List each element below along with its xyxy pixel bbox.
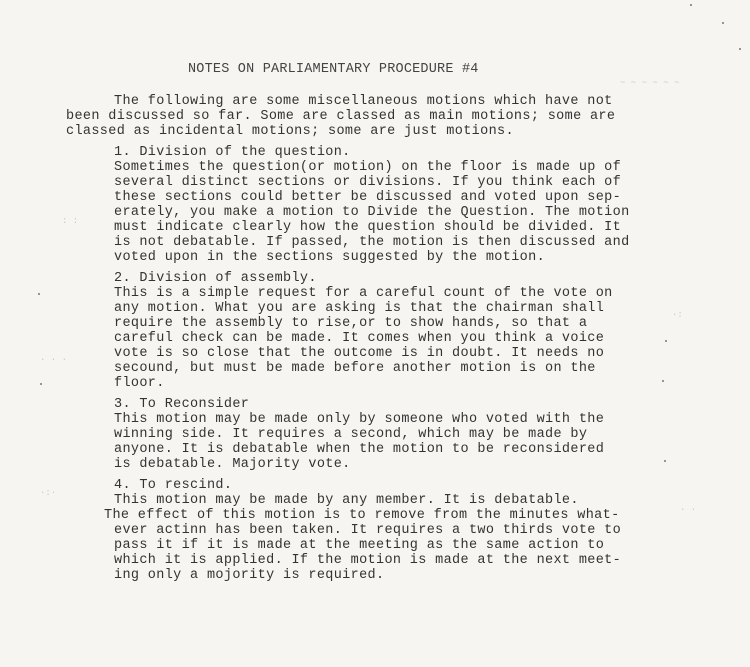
section-line: This is a simple request for a careful count of the vote on [114,286,613,301]
section-line: any motion. What you are asking is that the chairman shall [114,301,605,316]
section-line: careful check can be made. It comes when you think a voice [114,331,605,346]
section-line: is not debatable. If passed, the motion is then discussed and [114,235,630,250]
scan-speck [662,380,664,382]
scan-speck [38,293,40,295]
section-heading: 3. To Reconsider [114,397,250,412]
section-line: floor. [114,376,165,391]
section-line: winning side. It requires a second, which may be made by [114,427,588,442]
section-line: these sections could better be discussed and voted upon sep- [114,190,622,205]
intro-line: been discussed so far. Some are classed as main motions; some are [66,109,616,124]
section-line: This motion may be made only by someone who voted with the [114,412,605,427]
section-heading: 2. Division of assembly. [114,271,317,286]
section-heading: 1. Division of the question. [114,145,351,160]
section-line: Sometimes the question(or motion) on the floor is made up of [114,160,622,175]
section-line: vote is so close that the outcome is in doubt. It needs no [114,346,605,361]
section-line: which it is applied. If the motion is made at the next meet- [114,553,622,568]
scan-speck [665,340,667,342]
scan-speck [40,383,42,385]
section-line: This motion may be made by any member. It is debatable. [114,493,579,508]
scan-smudge: ~ ~ ~ ~ ~ ~ [620,78,680,88]
scan-speck [664,460,666,462]
scan-speck [739,48,741,50]
section-line: anyone. It is debatable when the motion to be reconsidered [114,442,605,457]
section-line: require the assembly to rise,or to show hands, so that a [114,316,588,331]
scan-smudge: : : [62,216,79,226]
section-line: is debatable. Majority vote. [114,457,351,472]
section-heading: 4. To rescind. [114,478,233,493]
intro-line: classed as incidental motions; some are just motions. [66,124,514,139]
section-line: ever actinn has been taken. It requires a two thirds vote to [114,523,622,538]
scan-smudge: · · [680,505,697,515]
section-line: secound, but must be made before another motion is on the [114,361,596,376]
document-title: NOTES ON PARLIAMENTARY PROCEDURE #4 [188,62,479,77]
scan-speck [722,22,724,24]
scan-smudge: ·:· [40,488,57,498]
scan-speck [690,4,692,6]
intro-line: The following are some miscellaneous motions which have not [114,94,613,109]
section-line: must indicate clearly how the question should be divided. It [114,220,622,235]
section-line: pass it if it is made at the meeting as the same action to [114,538,605,553]
scan-smudge: ·: [672,310,683,320]
section-line: The effect of this motion is to remove from the minutes what- [104,508,620,523]
section-line: ing only a mojority is required. [114,568,385,583]
scan-smudge: · · · [40,355,68,365]
section-line: erately, you make a motion to Divide the Question. The motion [114,205,630,220]
section-line: several distinct sections or divisions. If you think each of [114,175,622,190]
section-line: voted upon in the sections suggested by the motion. [114,250,546,265]
